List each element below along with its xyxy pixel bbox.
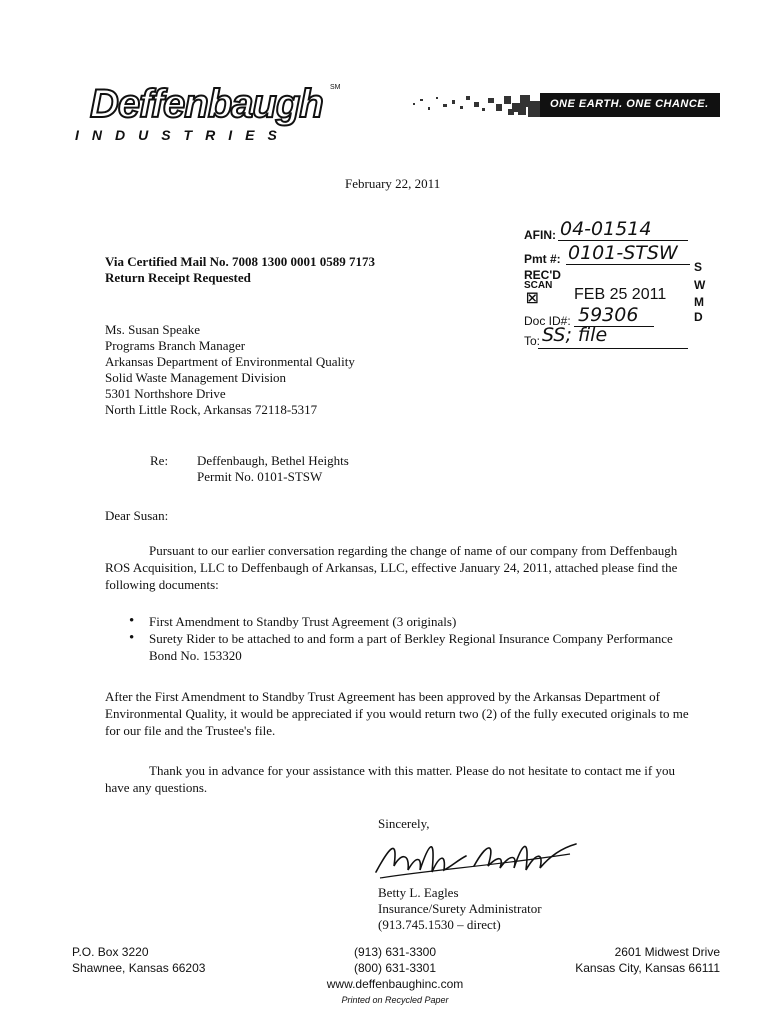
recipient-line: Programs Branch Manager	[105, 338, 246, 353]
return-receipt-line: Return Receipt Requested	[105, 270, 251, 285]
po-city: Shawnee, Kansas 66203	[72, 961, 206, 975]
division-letter-s: S	[694, 260, 703, 274]
recycled-paper-note: Printed on Recycled Paper	[341, 995, 449, 1005]
body-paragraph-1: Pursuant to our earlier conversation regarding the change of name of our company from Deffenbaugh ROS Acquisition, LLC to Deffenbaugh of Arkansas, LLC, effective January 24, 2011, attached please find the following documents:	[105, 543, 678, 592]
service-mark: SM	[330, 84, 341, 91]
signer-title: Insurance/Surety Administrator	[378, 901, 542, 916]
certified-mail-line: Via Certified Mail No. 7008 1300 0001 0589 7173	[105, 254, 375, 269]
received-date: FEB 25 2011	[574, 286, 667, 303]
signer-phone: (913.745.1530 – direct)	[378, 917, 501, 932]
division-letter-w: W	[694, 278, 706, 292]
slogan-text: ONE EARTH. ONE CHANCE.	[550, 98, 709, 110]
body-paragraph-3: Thank you in advance for your assistance with this matter. Please do not hesitate to contact me if you have any questions.	[105, 763, 675, 795]
to-underline	[538, 348, 688, 349]
received-label: REC'D	[524, 268, 561, 282]
company-logo: Deffenbaugh	[90, 82, 323, 126]
phone-main: (913) 631-3300	[353, 945, 437, 959]
doc-id-value: 59306	[578, 304, 639, 326]
division-letter-d: D	[694, 310, 703, 324]
signer-name: Betty L. Eagles	[378, 885, 459, 900]
permit-underline	[566, 264, 690, 265]
list-item: • Surety Rider to be attached to and form a part of Berkley Regional Insurance Company Performance Bond No. 153320	[125, 630, 695, 664]
re-subject: Deffenbaugh, Bethel Heights	[197, 453, 349, 468]
logo-industries: INDUSTRIES	[75, 127, 290, 143]
body-paragraph-2: After the First Amendment to Standby Trust Agreement has been approved by the Arkansas Department of Environmental Quality, it would be appreciated if you would return two (2) of the fully executed originals to me for our file and the Trustee's file.	[105, 689, 689, 738]
letter-date: February 22, 2011	[345, 176, 441, 191]
recipient-line: Ms. Susan Speake	[105, 322, 200, 337]
afin-value: 04-01514	[560, 218, 652, 240]
list-item: • First Amendment to Standby Trust Agreement (3 originals)	[125, 613, 695, 630]
salutation: Dear Susan:	[105, 508, 169, 523]
scan-label: SCAN	[524, 280, 553, 291]
recipient-line: North Little Rock, Arkansas 72118-5317	[105, 402, 318, 417]
to-value: SS; file	[542, 324, 608, 346]
scan-checkbox-mark: ☒	[526, 290, 539, 306]
re-label: Re:	[150, 453, 169, 468]
footer-address-right	[560, 944, 720, 976]
handwritten-signature	[370, 826, 585, 886]
street-city: Kansas City, Kansas 66111	[575, 961, 720, 975]
doc-id-label: Doc ID#:	[524, 314, 571, 328]
footer-contact-center	[310, 944, 480, 1008]
banner-speckle-decoration	[408, 93, 543, 117]
footer-address-left	[72, 944, 205, 976]
street-address: 2601 Midwest Drive	[614, 945, 720, 959]
phone-tollfree: (800) 631-3301	[353, 961, 437, 975]
closing: Sincerely,	[378, 816, 430, 831]
re-permit: Permit No. 0101-STSW	[197, 469, 323, 484]
permit-label: Pmt #:	[524, 252, 561, 266]
to-label: To:	[524, 334, 541, 348]
afin-label: AFIN:	[524, 228, 556, 242]
recipient-line: Solid Waste Management Division	[105, 370, 287, 385]
website: www.deffenbaughinc.com	[326, 977, 464, 991]
afin-underline	[558, 240, 688, 241]
division-letter-m: M	[694, 295, 704, 309]
recipient-line: 5301 Northshore Drive	[105, 386, 226, 401]
po-box: P.O. Box 3220	[72, 945, 149, 959]
recipient-address	[105, 322, 355, 418]
attachment-list	[125, 613, 695, 664]
recipient-line: Arkansas Department of Environmental Quality	[105, 354, 355, 369]
received-stamp	[508, 218, 706, 355]
permit-value: 0101-STSW	[568, 242, 678, 264]
